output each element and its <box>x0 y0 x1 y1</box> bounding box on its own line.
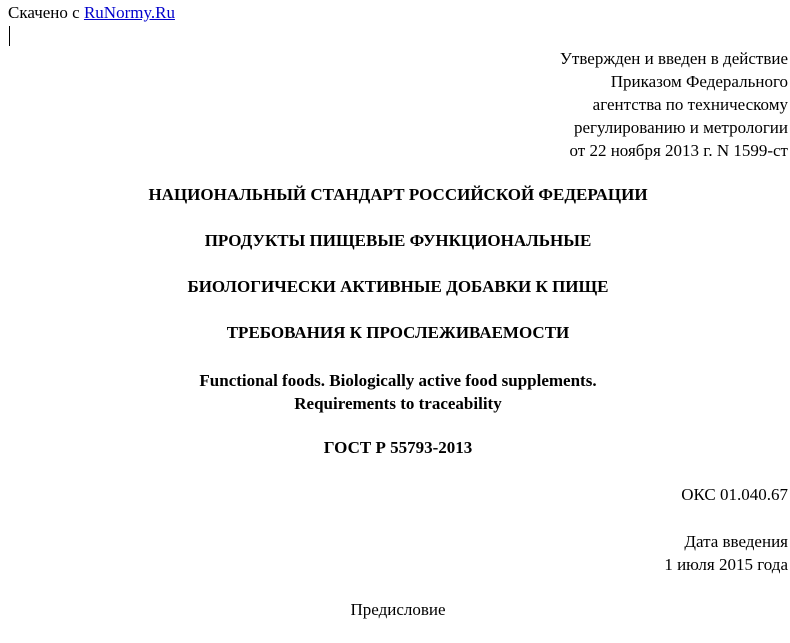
intro-date-value: 1 июля 2015 года <box>664 555 788 574</box>
approval-line: от 22 ноября 2013 г. N 1599-ст <box>569 141 788 160</box>
approval-line: Утвержден и введен в действие <box>559 49 788 68</box>
intro-date-label: Дата введения <box>684 532 788 551</box>
title-line-2: БИОЛОГИЧЕСКИ АКТИВНЫЕ ДОБАВКИ К ПИЩЕ <box>187 277 609 296</box>
approval-line: регулированию и метрологии <box>573 118 788 137</box>
intro-date-block <box>664 530 788 576</box>
english-title <box>0 369 790 415</box>
approval-line: агентства по техническому <box>592 95 788 114</box>
standard-code: ГОСТ Р 55793-2013 <box>323 438 473 457</box>
english-title-line-2: Requirements to traceability <box>294 394 502 413</box>
foreword-heading: Предисловие <box>350 600 446 619</box>
text-cursor <box>9 26 10 46</box>
source-prefix: Скачено с <box>8 3 84 22</box>
approval-line: Приказом Федерального <box>610 72 788 91</box>
oks-code: ОКС 01.040.67 <box>681 485 788 504</box>
english-title-line-1: Functional foods. Biologically active food supplements. <box>199 371 597 390</box>
title-line-3: ТРЕБОВАНИЯ К ПРОСЛЕЖИВАЕМОСТИ <box>226 323 570 342</box>
title-line-1: ПРОДУКТЫ ПИЩЕВЫЕ ФУНКЦИОНАЛЬНЫЕ <box>204 231 592 250</box>
source-line <box>8 2 175 24</box>
standard-heading: НАЦИОНАЛЬНЫЙ СТАНДАРТ РОССИЙСКОЙ ФЕДЕРАЦИИ <box>148 185 648 204</box>
source-link[interactable]: RuNormy.Ru <box>83 3 175 22</box>
approval-block <box>560 47 788 162</box>
